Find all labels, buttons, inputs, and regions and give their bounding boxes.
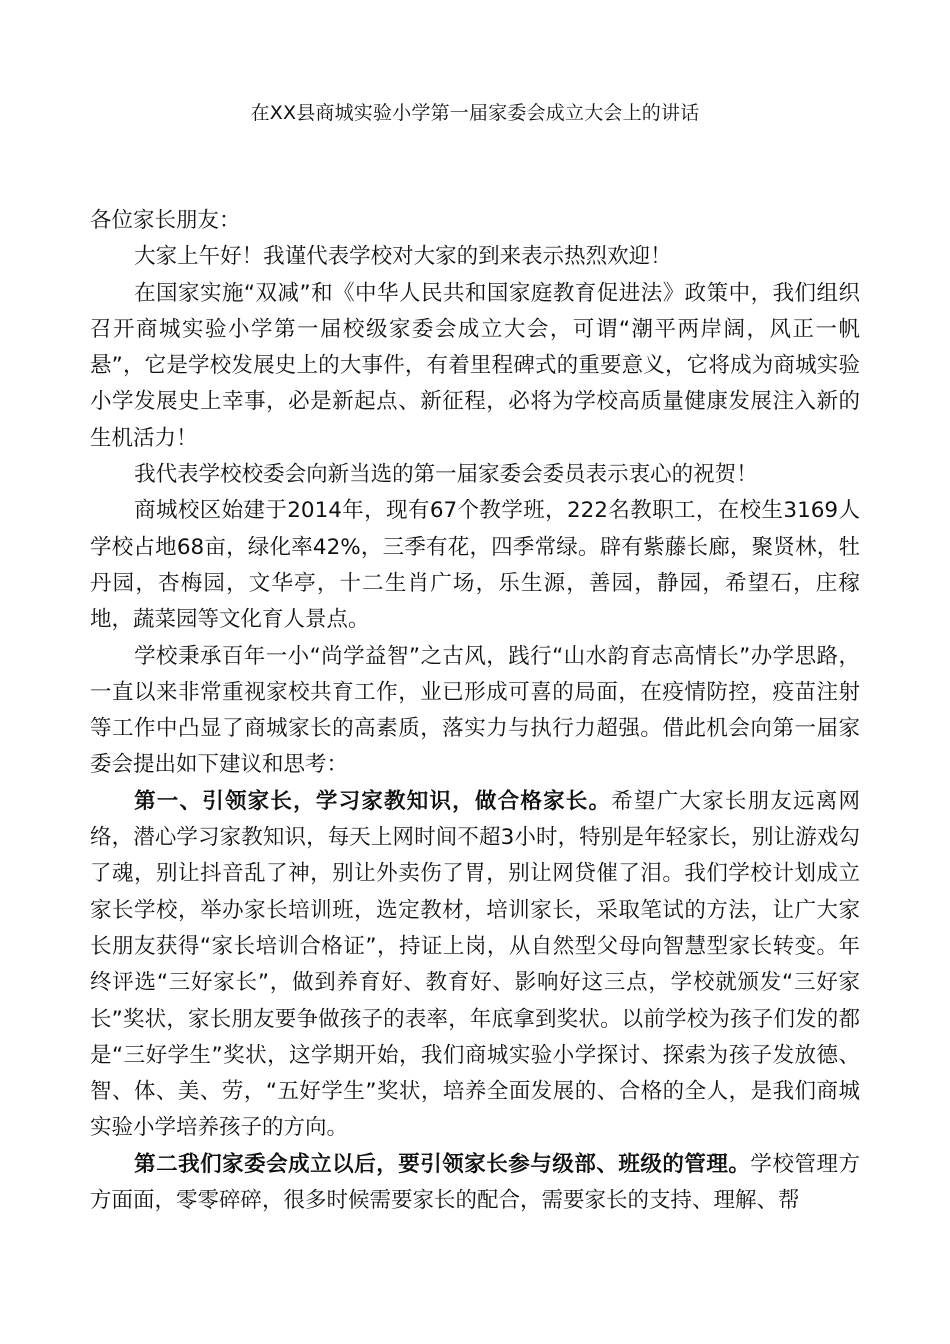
paragraph-text: 在国家实施“双减”和《中华人民共和国家庭教育促进法》政策中，我们组织召开商城实验小学第一届校级家委会成立大会，可谓“潮平两岸阔，风正一帆悬”，它是学校发展史上的大事件，有着里程碑式的重要意义，它将成为商城实验小学发展史上幸事，必是新起点、新征程，必将为学校高质量健康发展注入新的生机活力！ [90,280,860,451]
paragraph-greeting [90,239,860,275]
paragraph-text: 我代表学校校委会向新当选的第一届家委会委员表示衷心的祝贺！ [134,462,758,488]
paragraph-school-philosophy [90,639,860,784]
paragraph-text: 大家上午好！我谨代表学校对大家的到来表示热烈欢迎！ [134,244,672,270]
salutation: 各位家长朋友： [90,208,241,233]
paragraph-congratulations [90,457,860,493]
paragraph-heading: 第二我们家委会成立以后，要引领家长参与级部、班级的管理。 [134,1151,751,1177]
paragraph-text: 商城校区始建于2014年，现有67个教学班，222名教职工，在校生3169人学校占地68亩，绿化率42%，三季有花，四季常绿。辟有紫藤长廊，聚贤林，牡丹园，杏梅园，文华亭，十二生肖广场，乐生源，善园，静园，希望石，庄稼地，蔬菜园等文化育人景点。 [90,498,860,633]
paragraph-heading: 第一、引领家长，学习家教知识，做合格家长。 [134,788,612,814]
paragraph-campus-intro [90,493,860,638]
paragraph-suggestion-2 [90,1147,860,1220]
paragraph-suggestion-1 [90,784,860,1147]
paragraph-background [90,276,860,457]
document-title: 在XX县商城实验小学第一届家委会成立大会上的讲话 [250,102,700,124]
document-body [90,203,860,1219]
paragraph-text: 学校管理方方面面，零零碎碎，很多时候需要家长的配合，需要家长的支持、理解、帮 [90,1151,860,1214]
paragraph-text: 学校秉承百年一小“尚学益智”之古风，践行“山水韵育志高情长”办学思路，一直以来非常重视家校共育工作，业已形成可喜的局面，在疫情防控，疫苗注射等工作中凸显了商城家长的高素质，落实力与执行力超强。借此机会向第一届家委会提出如下建议和思考： [90,643,860,778]
paragraph-text: 希望广大家长朋友远离网络，潜心学习家教知识，每天上网时间不超3小时，特别是年轻家长，别让游戏勾了魂，别让抖音乱了神，别让外卖伤了胃，别让网贷催了泪。我们学校计划成立家长学校，举办家长培训班，选定教材，培训家长，采取笔试的方法，让广大家长朋友获得“家长培训合格证”，持证上岗，从自然型父母向智慧型家长转变。年终评选“三好家长”，做到养育好、教育好、影响好这三点，学校就颁发“三好家长”奖状，家长朋友要争做孩子的表率，年底拿到奖状。以前学校为孩子们发的都是“三好学生”奖状，这学期开始，我们商城实验小学探讨、探索为孩子发放德、智、体、美、劳，“五好学生”奖状，培养全面发展的、合格的全人，是我们商城实验小学培养孩子的方向。 [90,788,860,1141]
